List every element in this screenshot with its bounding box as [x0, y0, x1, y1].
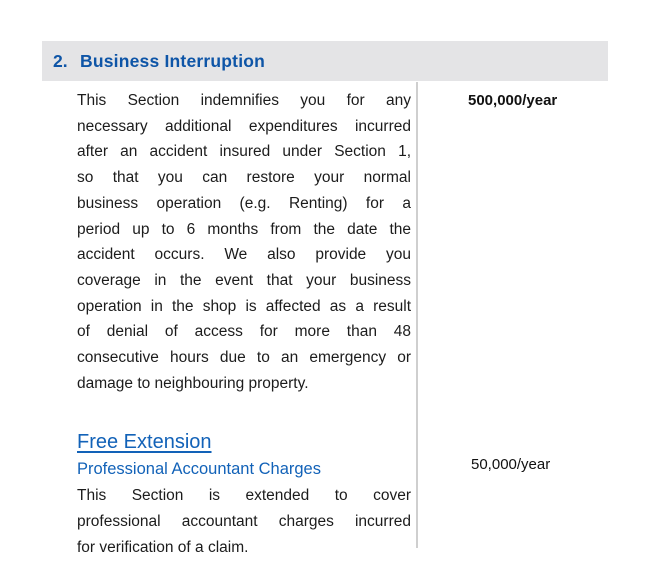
- text-line: so that you can restore your normal: [77, 169, 411, 187]
- section-number: 2.: [53, 50, 68, 71]
- text-line: operation in the shop is affected as a result: [77, 297, 411, 315]
- text-line: This Section indemnifies you for any: [77, 92, 411, 109]
- section-title: Business Interruption: [80, 50, 266, 71]
- text-line: after an accident insured under Section 1,: [77, 143, 411, 161]
- free-extension-heading: Free Extension: [77, 431, 212, 454]
- text-line: consecutive hours due to an emergency or: [77, 349, 411, 367]
- business-interruption-paragraph: [77, 88, 411, 396]
- text-line: damage to neighbouring property.: [77, 374, 309, 392]
- text-line: coverage in the event that your business: [77, 271, 411, 289]
- text-line: professional accountant charges incurred: [77, 513, 411, 531]
- accountant-charges-paragraph: [77, 483, 411, 560]
- text-line: business operation (e.g. Renting) for a: [77, 194, 411, 212]
- column-divider: [416, 82, 418, 548]
- text-line: period up to 6 months from the date the: [77, 220, 411, 238]
- body-column: [77, 88, 411, 561]
- section-header-bar: [42, 41, 608, 81]
- text-line: necessary additional expenditures incurred: [77, 117, 411, 135]
- text-line: This Section is extended to cover: [77, 487, 411, 505]
- professional-accountant-charges-subheading: Professional Accountant Charges: [77, 460, 321, 479]
- text-line: accident occurs. We also provide you: [77, 246, 411, 264]
- accountant-charges-limit: 50,000/year: [471, 456, 551, 473]
- business-interruption-limit: 500,000/year: [468, 92, 558, 109]
- text-line: for verification of a claim.: [77, 538, 249, 556]
- text-line: of denial of access for more than 48: [77, 323, 411, 341]
